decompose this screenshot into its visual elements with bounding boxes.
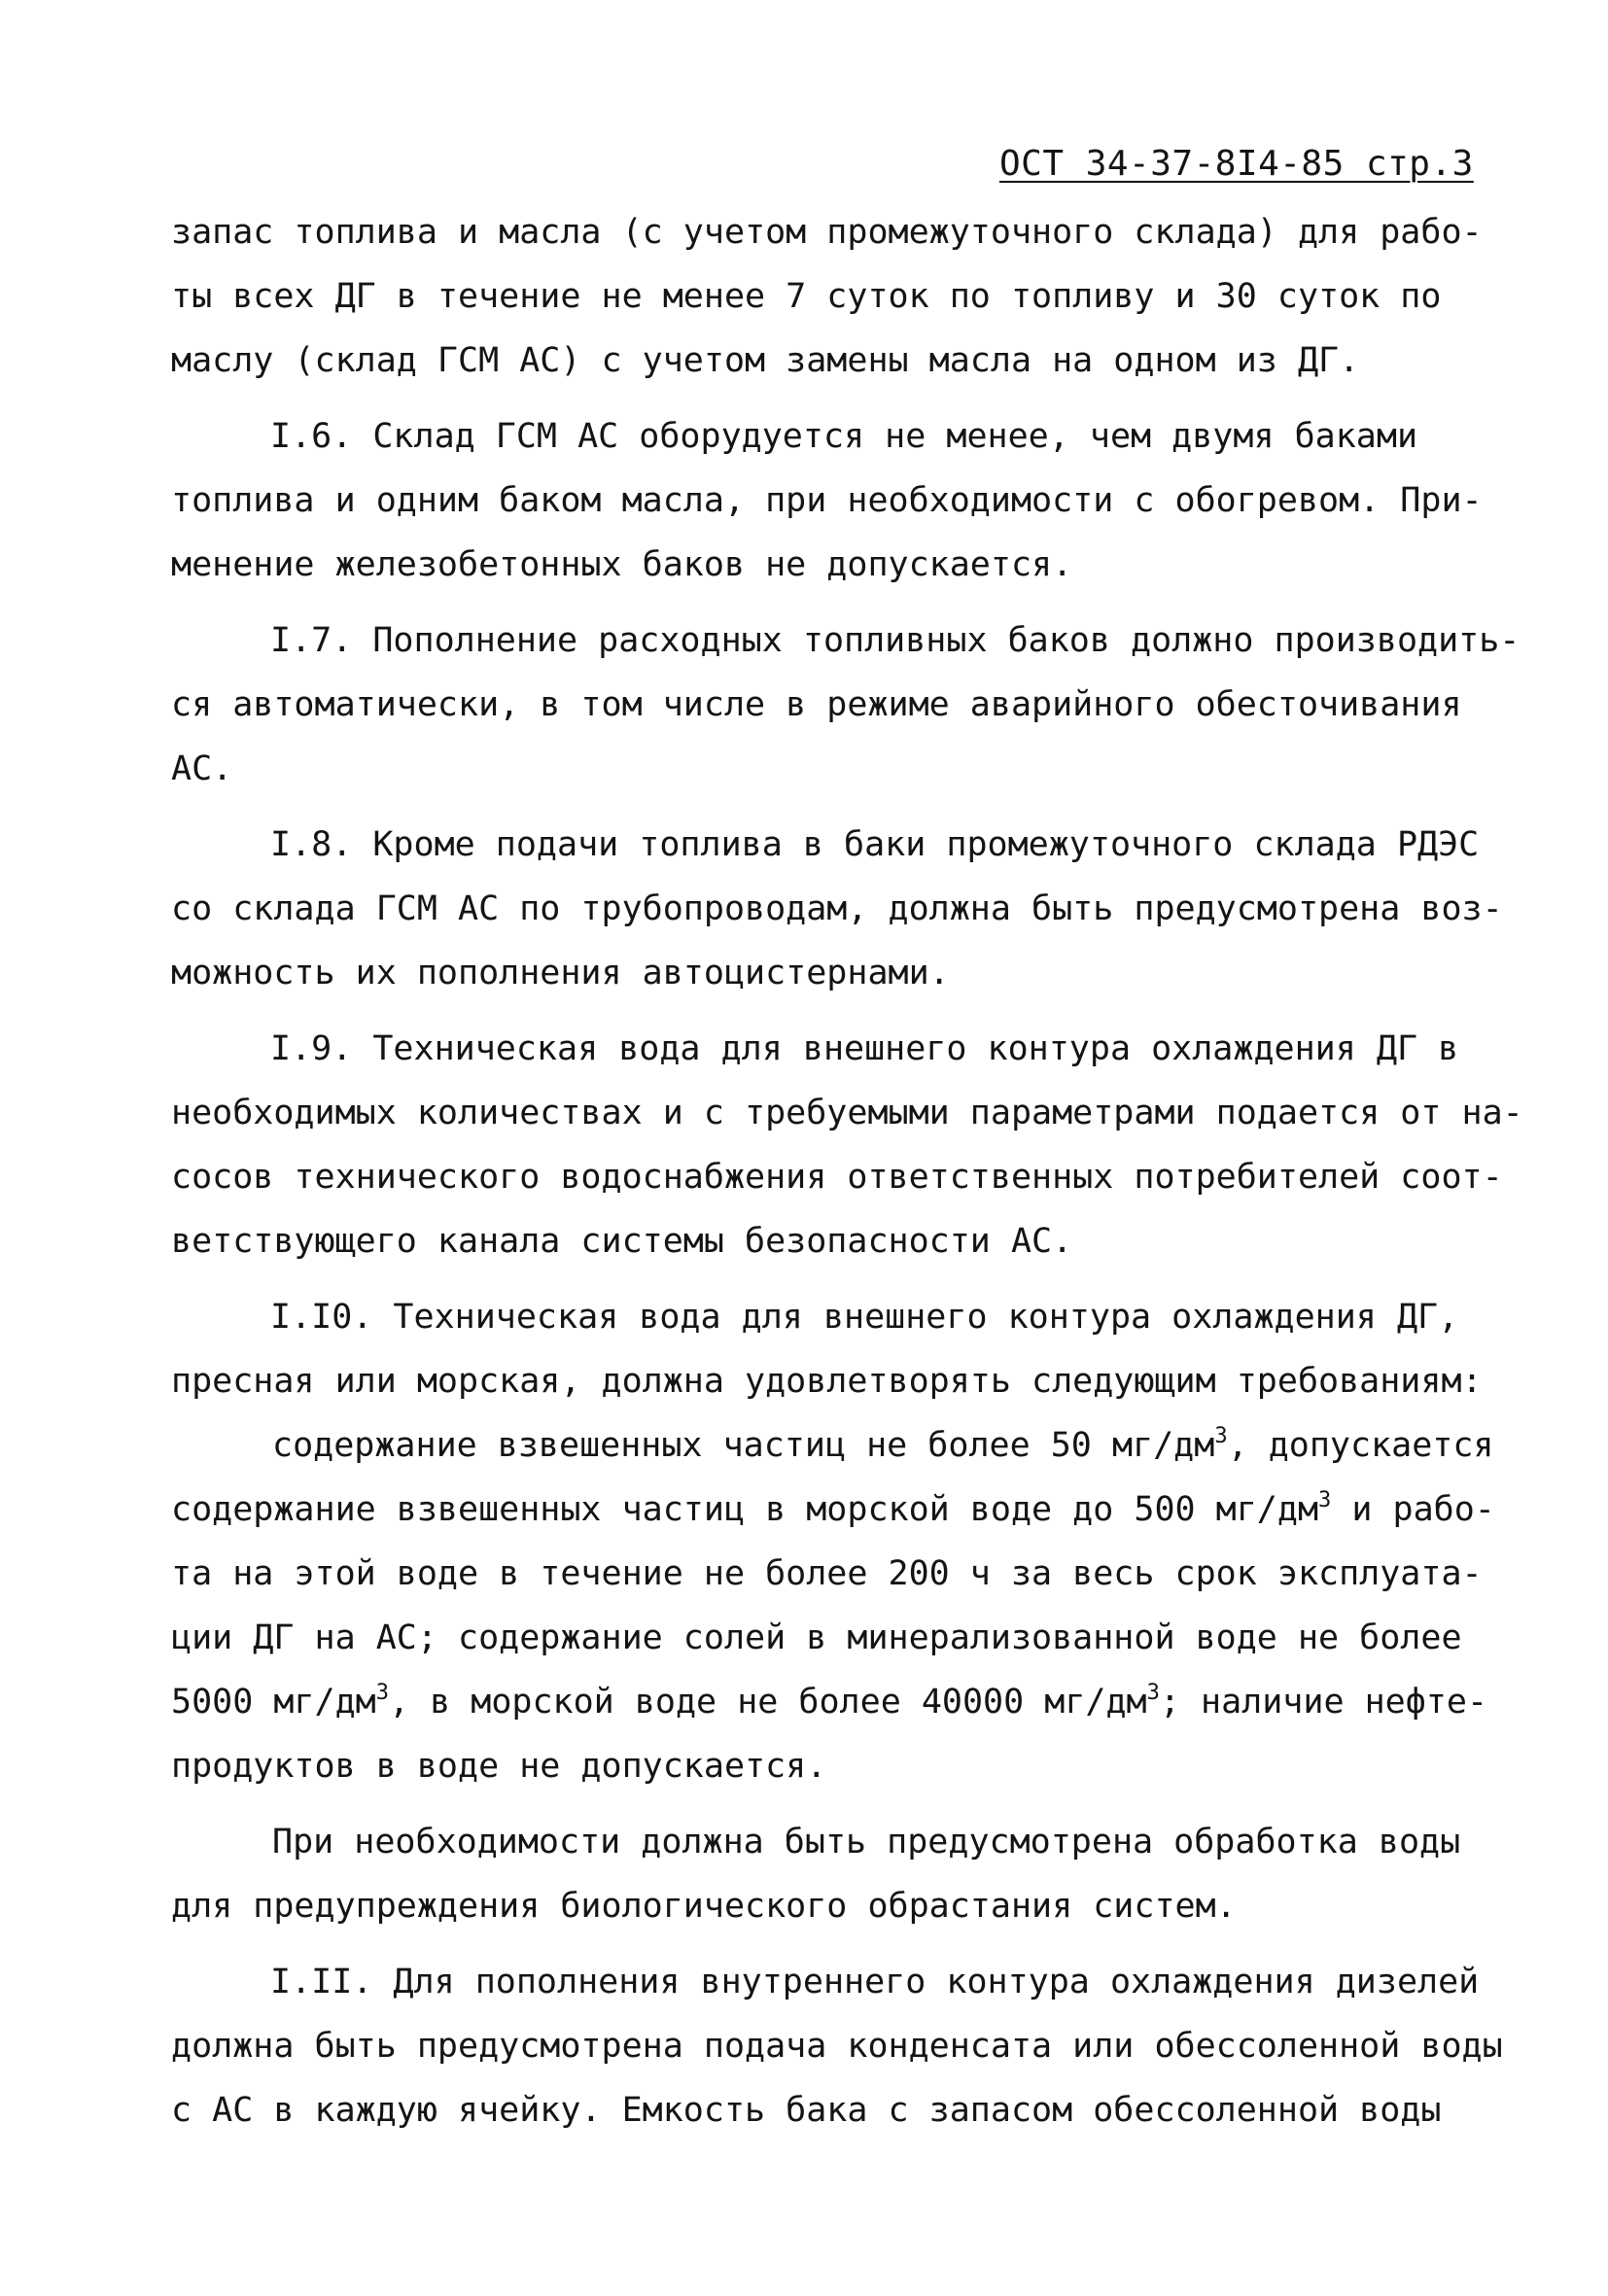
paragraph-continued	[171, 200, 1483, 393]
text-line: должна быть предусмотрена подача конденсата или обессоленной воды	[171, 2027, 1503, 2066]
text-line: для предупреждения биологического обрастания систем.	[171, 1887, 1237, 1926]
text-line: ся автоматически, в том числе в режиме аварийного обесточивания	[171, 685, 1462, 724]
text-line: та на этой воде в течение не более 200 ч за весь срок эксплуата-	[171, 1554, 1483, 1593]
text-line: АС.	[171, 749, 233, 788]
superscript-cubed: 3	[1146, 1681, 1160, 1705]
text-line: I.9. Техническая вода для внешнего контура охлаждения ДГ в	[270, 1029, 1459, 1068]
paragraph-1-6	[171, 404, 1483, 597]
text-line: со склада ГСМ АС по трубопроводам, должна быть предусмотрена воз-	[171, 889, 1503, 928]
text-line: I.8. Кроме подачи топлива в баки промежуточного склада РДЭС	[270, 825, 1480, 864]
paragraph-1-7	[171, 609, 1521, 801]
text-line: продуктов в воде не допускается.	[171, 1747, 827, 1786]
text-line: I.7. Пополнение расходных топливных баков должно производить-	[270, 621, 1521, 660]
text-line: ветствующего канала системы безопасности АС.	[171, 1222, 1073, 1261]
superscript-cubed: 3	[1214, 1424, 1228, 1448]
paragraph-1-8	[171, 813, 1503, 1005]
text-line: 5000 $мг/дм^3$, в морской воде не более 40000 $мг/дм^3$; наличие нефте-	[171, 1681, 1488, 1722]
text-line: можность их пополнения автоцистернами.	[171, 954, 950, 992]
text-line: маслу (склад ГСМ АС) с учетом замены масла на одном из ДГ.	[171, 341, 1360, 380]
superscript-cubed: 3	[375, 1681, 389, 1705]
text-line: При необходимости должна быть предусмотрена обработка воды	[272, 1823, 1461, 1861]
paragraph-1-10	[171, 1285, 1483, 1413]
text-line: запас топлива и масла (с учетом промежуточного склада) для рабо-	[171, 213, 1483, 252]
paragraph-1-11	[171, 1950, 1503, 2142]
paragraph-biological-treatment	[171, 1810, 1474, 1938]
text-line: I.I0. Техническая вода для внешнего контура охлаждения ДГ,	[270, 1298, 1459, 1337]
text-line: I.6. Склад ГСМ АС оборудуется не менее, чем двумя баками	[270, 417, 1418, 456]
text-line: содержание взвешенных частиц не более 50 $мг/дм^3$, допускается	[272, 1424, 1494, 1465]
text-line: топлива и одним баком масла, при необходимости с обогревом. При-	[171, 481, 1483, 520]
paragraph-1-9	[171, 1017, 1523, 1273]
text-line: ты всех ДГ в течение не менее 7 суток по топливу и 30 суток по	[171, 277, 1442, 316]
text-line: пресная или морская, должна удовлетворять следующим требованиям:	[171, 1362, 1483, 1401]
text-line: сосов технического водоснабжения ответственных потребителей соот-	[171, 1158, 1503, 1197]
superscript-cubed: 3	[1318, 1488, 1332, 1513]
text-line: с АС в каждую ячейку. Емкость бака с запасом обессоленной воды	[171, 2091, 1442, 2130]
paragraph-water-requirements	[171, 1413, 1495, 1798]
text-line: I.II. Для пополнения внутреннего контура охлаждения дизелей	[270, 1963, 1480, 2001]
text-line: содержание взвешенных частиц в морской воде до 500 $мг/дм^3$ и рабо-	[171, 1488, 1495, 1529]
text-line: ции ДГ на АС; содержание солей в минерализованной воде не более	[171, 1618, 1462, 1657]
document-body	[171, 200, 1523, 2142]
text-line: необходимых количествах и с требуемыми параметрами подается от на-	[171, 1094, 1523, 1132]
document-reference-header: ОСТ 34-37-8I4-85 стр.3	[999, 144, 1474, 184]
text-line: менение железобетонных баков не допускается.	[171, 545, 1073, 584]
